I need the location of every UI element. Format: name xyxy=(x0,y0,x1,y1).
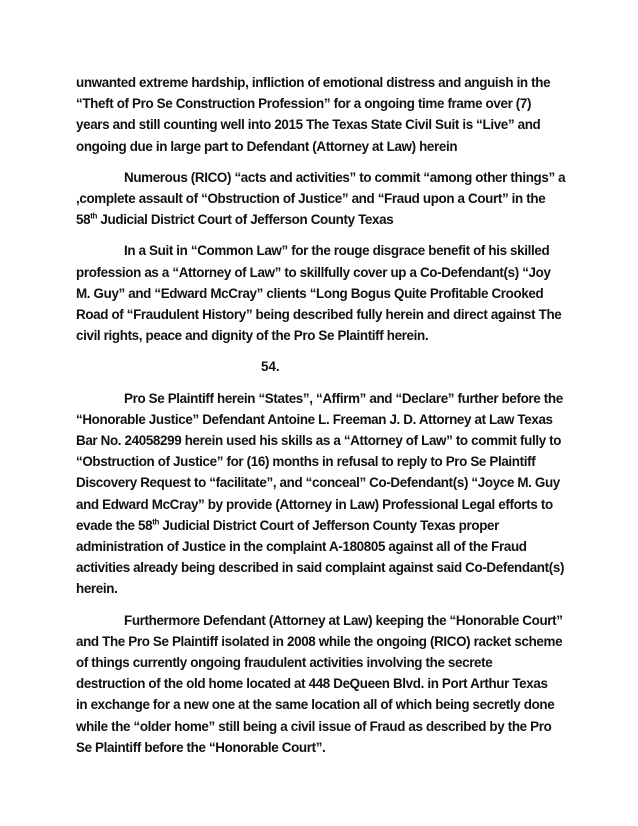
text-line xyxy=(76,209,574,230)
paragraph-4 xyxy=(76,388,574,600)
text-line: and Edward McCray” by provide (Attorney in Law) Professional Legal efforts to xyxy=(76,496,553,512)
text-line: Se Plaintiff before the “Honorable Court”. xyxy=(76,739,326,755)
text-line: in exchange for a new one at the same location all of which being secretly done xyxy=(76,697,555,713)
text-line: Road of “Fraudulent History” being described fully herein and direct against The xyxy=(76,307,562,323)
ordinal-suffix: th xyxy=(90,211,98,221)
text-line: Pro Se Plaintiff herein “States”, “Affirm” and “Declare” further before the xyxy=(124,390,563,406)
text-line: profession as a “Attorney of Law” to skillfully cover up a Co-Defendant(s) “Joy xyxy=(76,264,551,280)
text-line: Bar No. 24058299 herein used his skills as a “Attorney of Law” to commit fully to xyxy=(76,433,562,449)
text-line: destruction of the old home located at 448 DeQueen Blvd. in Port Arthur Texas xyxy=(76,676,548,692)
text-line: and The Pro Se Plaintiff isolated in 2008 while the ongoing (RICO) racket scheme xyxy=(76,633,563,649)
text-line: administration of Justice in the complaint A-180805 against all of the Fraud xyxy=(76,539,527,555)
text-fragment: evade the 58 xyxy=(76,517,153,533)
text-line: ongoing due in large part to Defendant (Attorney at Law) herein xyxy=(76,138,458,154)
ordinal-suffix: th xyxy=(152,517,160,527)
text-line: ,complete assault of “Obstruction of Justice” and “Fraud upon a Court” in the xyxy=(76,191,546,207)
text-line: M. Guy” and “Edward McCray” clients “Long Bogus Quite Profitable Crooked xyxy=(76,285,544,301)
text-line: Discovery Request to “facilitate”, and “conceal” Co-Defendant(s) “Joyce M. Guy xyxy=(76,475,560,491)
paragraph-1 xyxy=(76,72,574,157)
text-line: herein. xyxy=(76,581,118,597)
text-line: years and still counting well into 2015 The Texas State Civil Suit is “Live” and xyxy=(76,117,541,133)
paragraph-2 xyxy=(76,167,574,231)
text-line: civil rights, peace and dignity of the Pro Se Plaintiff herein. xyxy=(76,328,429,344)
text-line: Numerous (RICO) “acts and activities” to commit “among other things” a xyxy=(124,169,566,185)
ordinal-number: 58 xyxy=(76,212,91,228)
section-number: 54. xyxy=(261,359,280,375)
text-line: while the “older home” still being a civil issue of Fraud as described by the Pro xyxy=(76,718,552,734)
text-line: activities already being described in said complaint against said Co-Defendant(s) xyxy=(76,560,565,576)
paragraph-5 xyxy=(76,610,574,758)
text-fragment: Judicial District Court of Jefferson County Texas proper xyxy=(159,517,499,533)
text-line: unwanted extreme hardship, infliction of emotional distress and anguish in the xyxy=(76,75,551,90)
text-line: “Honorable Justice” Defendant Antoine L. Freeman J. D. Attorney at Law Texas xyxy=(76,411,553,427)
text-line xyxy=(76,515,574,536)
paragraph-3 xyxy=(76,240,574,346)
text-fragment: Judicial District Court of Jefferson County Texas xyxy=(97,212,394,228)
text-line: of things currently ongoing fraudulent activities involving the secrete xyxy=(76,655,493,671)
text-line: “Theft of Pro Se Construction Profession” for a ongoing time frame over (7) xyxy=(76,96,532,112)
text-line: “Obstruction of Justice” for (16) months in refusal to reply to Pro Se Plaintiff xyxy=(76,454,536,470)
text-line: In a Suit in “Common Law” for the rouge disgrace benefit of his skilled xyxy=(124,243,550,259)
text-line: Furthermore Defendant (Attorney at Law) keeping the “Honorable Court” xyxy=(124,612,563,628)
